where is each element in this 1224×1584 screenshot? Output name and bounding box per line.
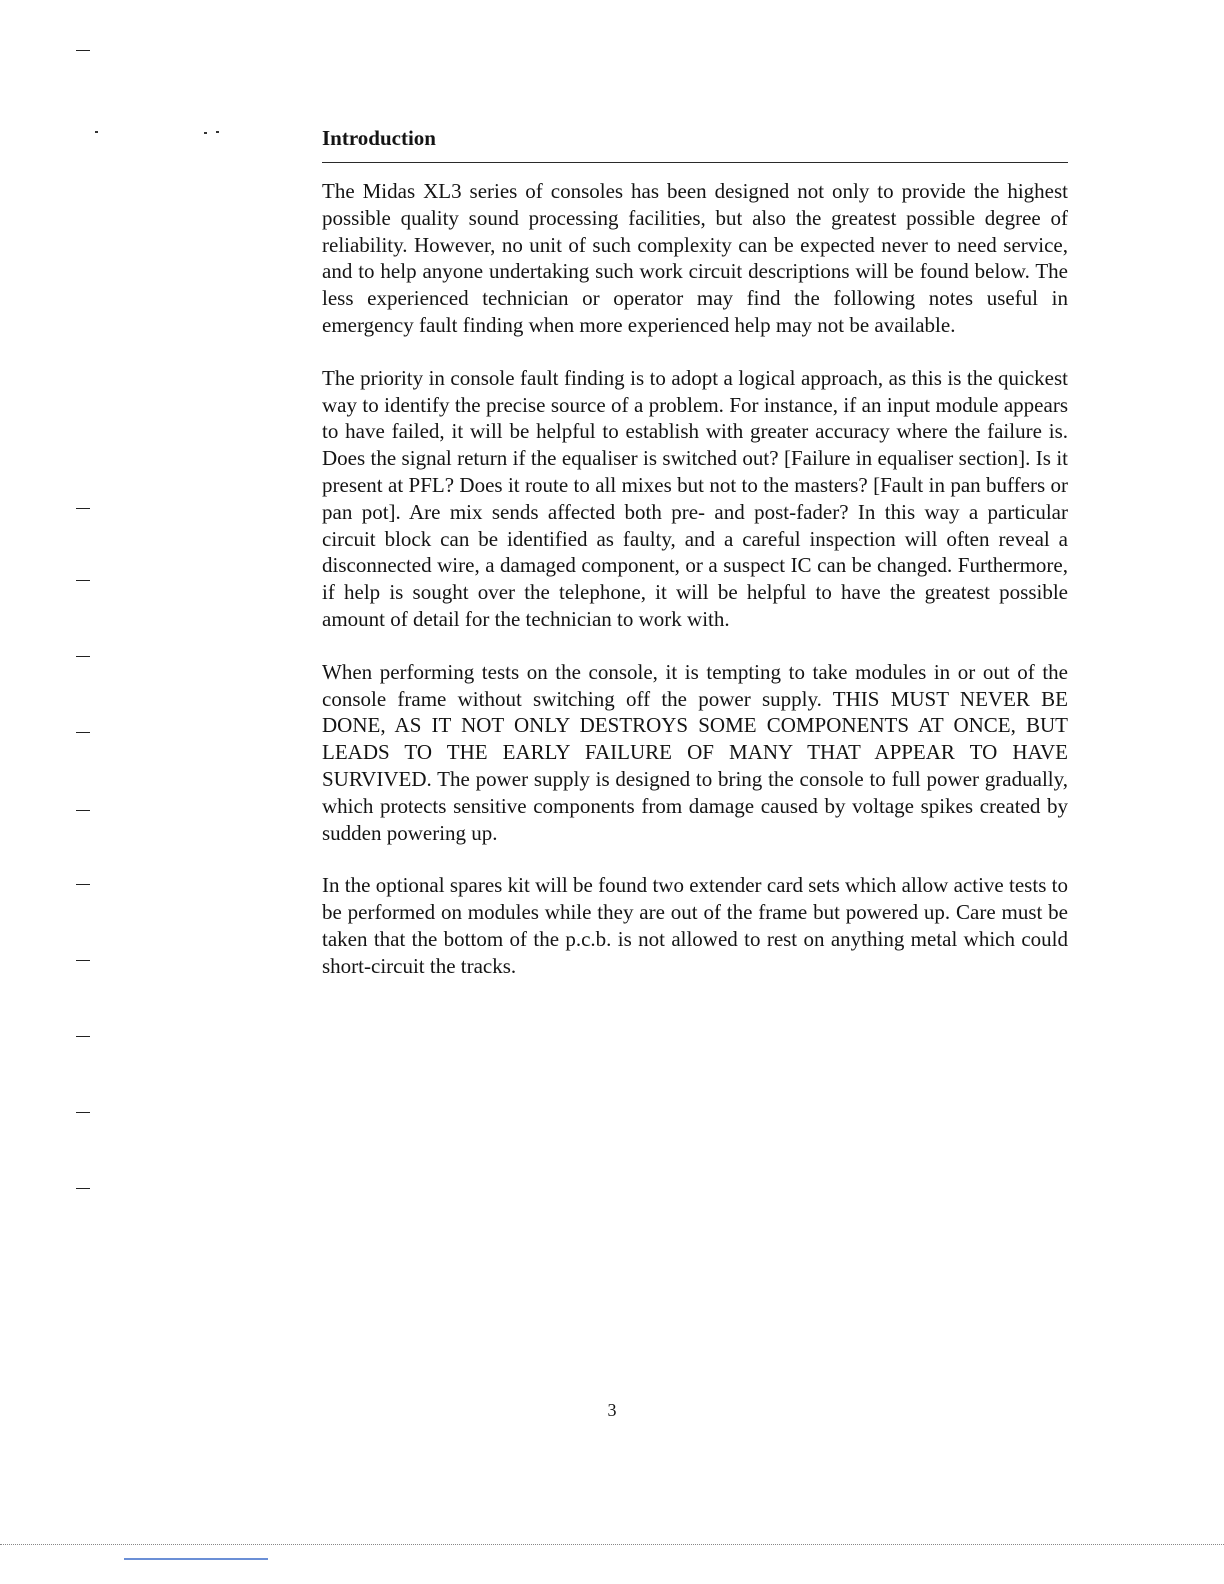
- scan-edge-dotted-line: [0, 1544, 1224, 1545]
- margin-mark: [76, 960, 90, 961]
- paragraph-fault-finding: The priority in console fault finding is to adopt a logical approach, as this is the quickest way to identify the precise source of a problem. For instance, if an input module appears to have failed, it will be helpful to establish with greater accuracy where the failure is. Does the signal return if the equaliser is switched out? [Failure in equaliser section]. Is it present at PFL? Does it route to all mixes but not to the masters? [Fault in pan buffers or pan pot]. Are mix sends affected both pre- and post-fader? In this way a particular circuit block can be identified as faulty, and a careful inspection will often reveal a disconnected wire, a damaged component, or a suspect IC can be changed. Furthermore, if help is sought over the telephone, it will be helpful to have the greatest possible amount of detail for the technician to work with.: [322, 365, 1068, 631]
- margin-mark: [76, 1036, 90, 1037]
- paragraph-power-warning: When performing tests on the console, it is tempting to take modules in or out of the console frame without switching off the power supply. THIS MUST NEVER BE DONE, AS IT NOT ONLY DESTROYS SOME COMPONENTS AT ONCE, BUT LEADS TO THE EARLY FAILURE OF MANY THAT APPEAR TO HAVE SURVIVED. The power supply is designed to bring the console to full power gradually, which protects sensitive components from damage caused by voltage spikes created by sudden powering up.: [322, 659, 1068, 845]
- margin-speck: [204, 132, 207, 134]
- scan-edge-blue-line: [124, 1558, 268, 1560]
- page-number: 3: [607, 1400, 617, 1420]
- margin-mark: [76, 656, 90, 657]
- paragraph-introduction: The Midas XL3 series of consoles has been designed not only to provide the highest possible quality sound processing facilities, but also the greatest possible degree of reliability. However, no unit of such complexity can be expected never to need service, and to help anyone undertaking such work circuit descriptions will be found below. The less experienced technician or operator may find the following notes useful in emergency fault finding when more experienced help may not be available.: [322, 179, 1068, 337]
- margin-mark: [76, 810, 90, 811]
- margin-mark: [76, 1112, 90, 1113]
- heading-rule: [322, 162, 1068, 163]
- body-text: [322, 178, 1068, 1006]
- margin-mark: [76, 508, 90, 509]
- paragraph-spares-kit: In the optional spares kit will be found two extender card sets which allow active tests to be performed on modules while they are out of the frame but powered up. Care must be taken that the bottom of the p.c.b. is not allowed to rest on anything metal which could short-circuit the tracks.: [322, 873, 1068, 978]
- margin-speck: [216, 131, 219, 133]
- binding-margin-marks: [0, 0, 120, 1584]
- margin-mark: [76, 884, 90, 885]
- margin-speck: [95, 131, 98, 133]
- section-heading: Introduction: [322, 126, 436, 150]
- margin-mark: [76, 732, 90, 733]
- margin-mark: [76, 580, 90, 581]
- margin-mark: [76, 1188, 90, 1189]
- margin-mark: [76, 50, 90, 51]
